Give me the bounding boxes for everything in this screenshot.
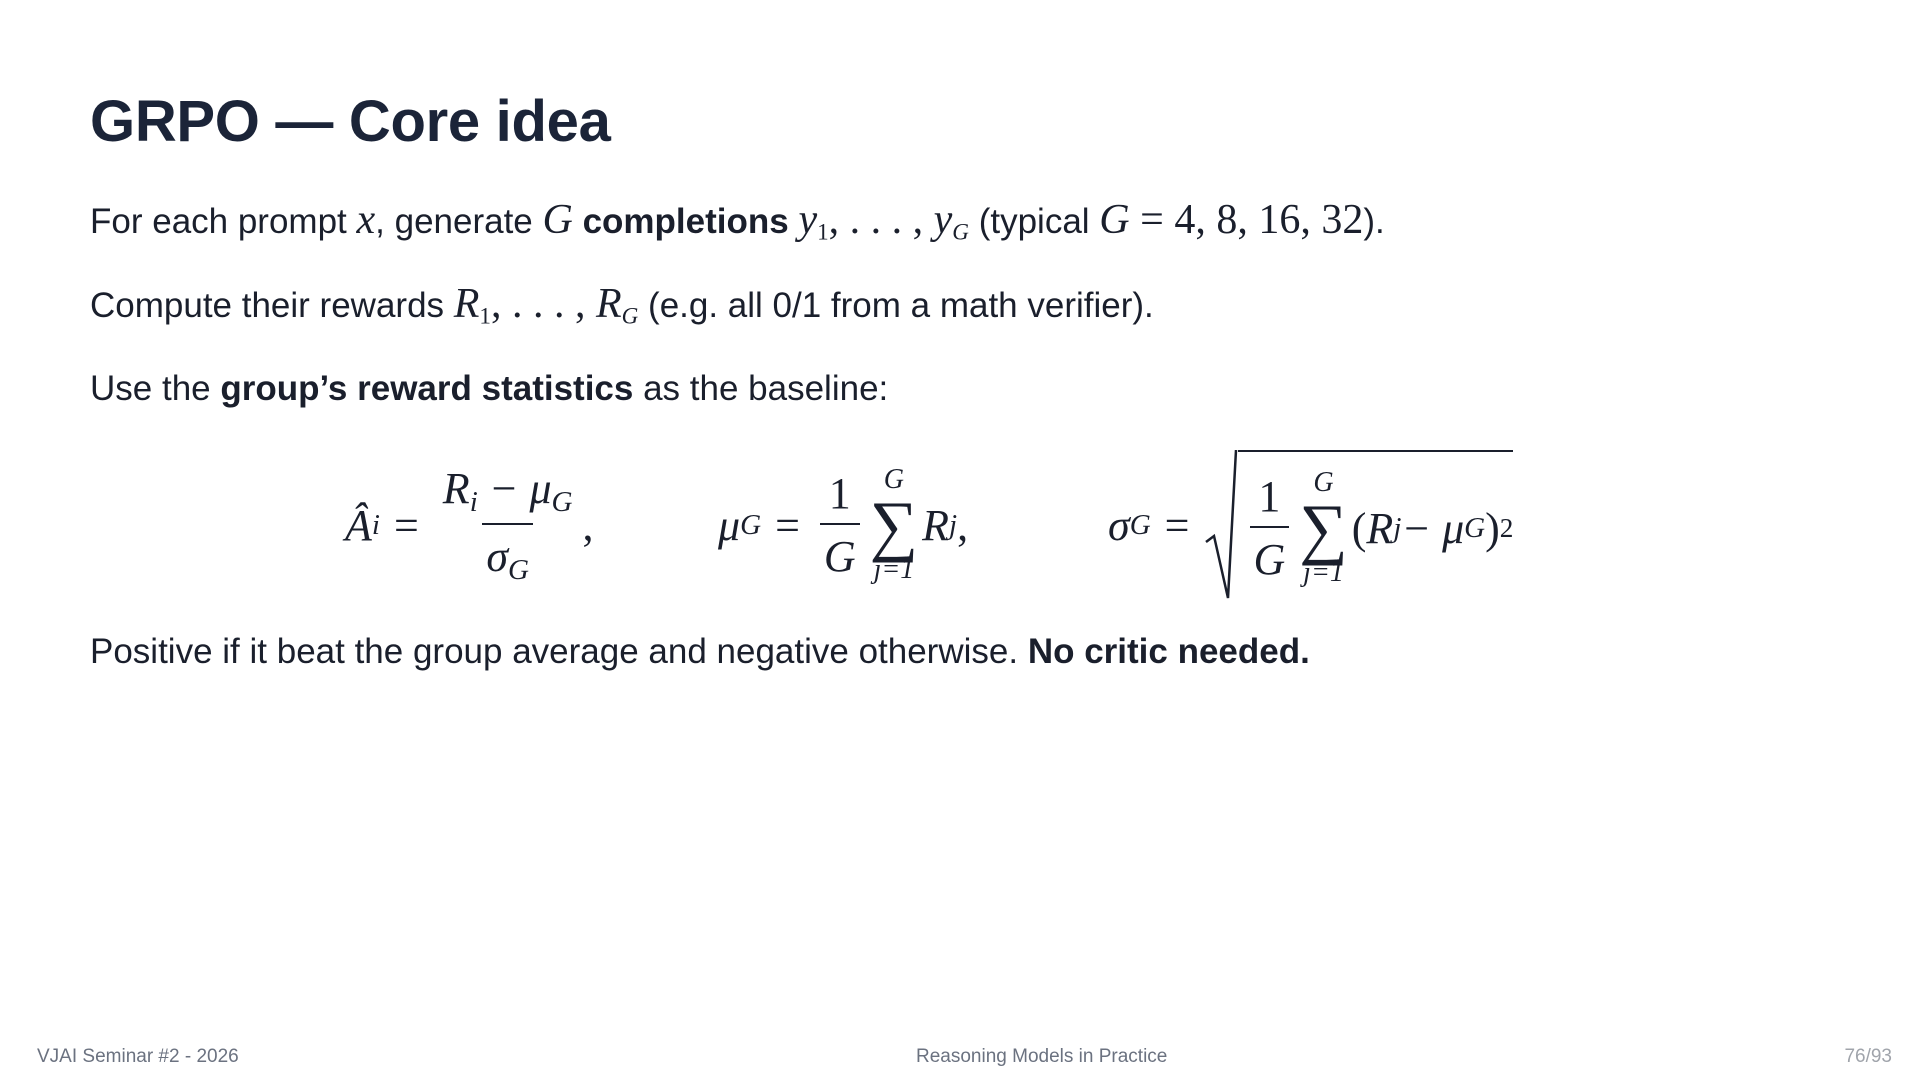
bold-group-stats: group’s reward statistics — [220, 369, 634, 408]
advantage-formulas — [0, 440, 1920, 610]
footer-center: Reasoning Models in Practice — [916, 1046, 1168, 1067]
mean-formula: μ G = $\frac{1}{G}$ G ∑ j=1 R j , — [718, 464, 969, 585]
advantage-fraction: $\frac{R_i - \mu_G}{\sigma_G}$ — [442, 463, 573, 587]
bold-completions: completions — [572, 202, 799, 241]
sqrt-symbol: $\frac{1}{G}$ G ∑ j=1 ( R j − μ G ) 2 — [1204, 450, 1514, 600]
page-number: 76/93 — [1844, 1046, 1892, 1067]
line-completions: For each prompt x, generate G completions $y_1$, . . . , $y_G$ (typical G = 4, 8, 16, 32). — [90, 197, 1385, 245]
slide-title: GRPO — Core idea — [90, 89, 611, 154]
bold-no-critic: No critic needed. — [1027, 632, 1310, 671]
line-conclusion: Positive if it beat the group average and negative otherwise. No critic needed. — [90, 632, 1310, 671]
advantage-formula: Â i = $\frac{R_i - \mu_G}{\sigma_G}$ , — [345, 463, 594, 587]
line-rewards: Compute their rewards $R_1$, . . . , $R_G$ (e.g. all 0/1 from a math verifier). — [90, 281, 1154, 329]
radical-icon — [1204, 450, 1238, 600]
stddev-formula: σ G = $\frac{1}{G}$ G ∑ j=1 ( R j − μ G ) 2 — [1108, 440, 1513, 610]
footer-left: VJAI Seminar #2 - 2026 — [37, 1046, 239, 1067]
line-baseline: Use the group’s reward statistics as the baseline: — [90, 369, 889, 408]
sum-operator: G ∑ j=1 — [869, 464, 919, 585]
